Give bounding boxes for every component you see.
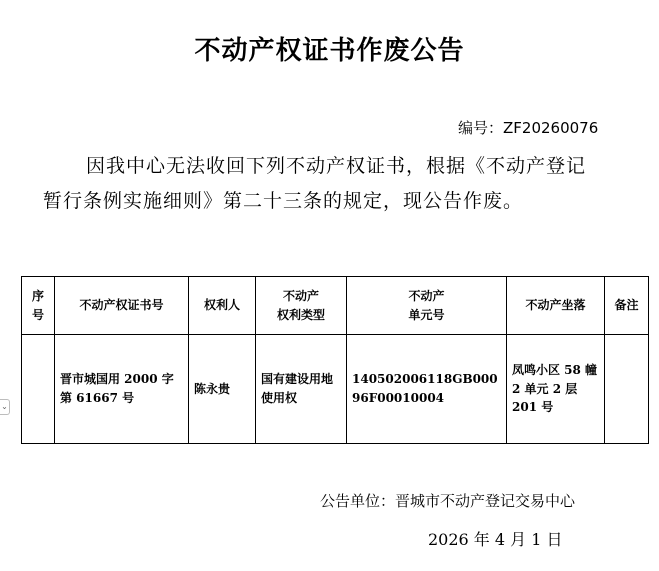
cell-unit-no: 140502006118GB00096F00010004: [347, 335, 507, 444]
cell-remarks: [605, 335, 649, 444]
issuing-unit: 公告单位：晋城市不动产登记交易中心: [320, 492, 576, 510]
body-text-line-1: 因我中心无法收回下列不动产权证书，根据《不动产登记: [86, 155, 587, 177]
page-title: 不动产权证书作废公告: [194, 36, 465, 66]
header-unit-no: 不动产 单元号: [347, 277, 507, 335]
void-certificate-table: [21, 276, 649, 444]
header-remarks: 备注: [605, 277, 649, 335]
table-row: [22, 335, 649, 444]
header-seq: 序 号: [22, 277, 55, 335]
header-cert-no: 不动产权证书号: [55, 277, 189, 335]
cell-location: 凤鸣小区 58 幢 2 单元 2 层 201 号: [507, 335, 605, 444]
document-number: 编号：ZF20260076: [458, 119, 599, 137]
body-text-line-2: 暂行条例实施细则》第二十三条的规定，现公告作废。: [43, 190, 524, 212]
chevron-down-icon[interactable]: ⌄: [0, 399, 10, 415]
issue-date: 2026 年 4 月 1 日: [428, 530, 563, 549]
cell-right-type: 国有建设用地使用权: [256, 335, 347, 444]
header-location: 不动产坐落: [507, 277, 605, 335]
cell-seq: [22, 335, 55, 444]
cell-cert-no: 晋市城国用 2000 字第 61667 号: [55, 335, 189, 444]
header-owner: 权利人: [189, 277, 256, 335]
cell-owner: 陈永贵: [189, 335, 256, 444]
table-header-row: [22, 277, 649, 335]
header-right-type: 不动产 权利类型: [256, 277, 347, 335]
